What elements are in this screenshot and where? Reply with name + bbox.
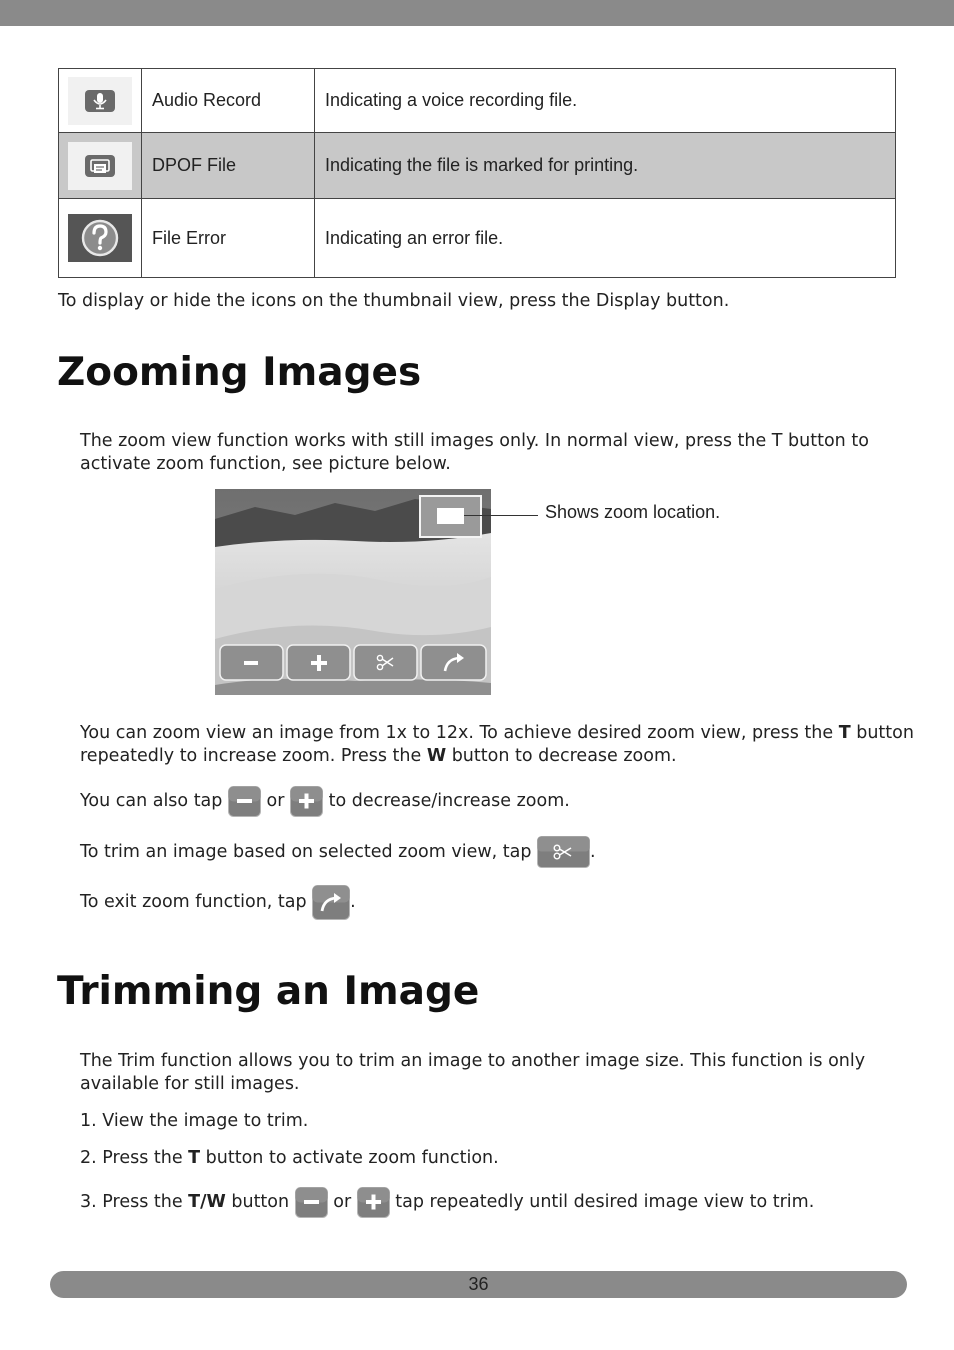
trim-section-title: Trimming an Image bbox=[57, 969, 480, 1014]
exit-tap-text: To exit zoom function, tap . bbox=[80, 884, 356, 920]
zoom-intro: The zoom view function works with still images only. In normal view, press the T button to activate zoom function, see picture below. bbox=[80, 431, 869, 474]
trim-button[interactable] bbox=[354, 645, 417, 680]
display-note: To display or hide the icons on the thumbnail view, press the Display button. bbox=[58, 291, 730, 311]
zoom-screenshot bbox=[215, 489, 491, 695]
icon-table bbox=[58, 68, 896, 278]
exit-zoom-button[interactable] bbox=[421, 645, 486, 680]
trim-step-3: 3. Press the T/W button or tap repeatedly until desired image view to trim. bbox=[80, 1185, 814, 1219]
zoom-out-button[interactable] bbox=[220, 645, 283, 680]
trim-tap-text: To trim an image based on selected zoom view, tap . bbox=[80, 836, 596, 868]
page-footer bbox=[50, 1271, 907, 1298]
table-row bbox=[59, 133, 896, 199]
zoom-section-title: Zooming Images bbox=[57, 350, 422, 395]
table-row bbox=[59, 69, 896, 133]
trim-intro: The Trim function allows you to trim an image to another image size. This function is only available for still images. bbox=[80, 1051, 866, 1094]
page-number: 36 bbox=[468, 1274, 489, 1294]
icon-description: Indicating an error file. bbox=[315, 199, 896, 278]
scissors-button-icon bbox=[537, 836, 590, 868]
minus-button-icon bbox=[295, 1187, 328, 1218]
icon-name: File Error bbox=[142, 199, 315, 278]
microphone-icon bbox=[68, 77, 132, 125]
icon-description: Indicating the file is marked for printing. bbox=[315, 133, 896, 199]
minus-button-icon bbox=[228, 786, 261, 817]
table-row bbox=[59, 199, 896, 278]
trim-step-2: 2. Press the T button to activate zoom function. bbox=[80, 1148, 499, 1168]
zoom-level-label: 2.0x bbox=[459, 546, 481, 557]
plus-button-icon bbox=[290, 786, 323, 817]
dpof-print-icon bbox=[68, 142, 132, 190]
zoom-in-button[interactable] bbox=[287, 645, 350, 680]
icon-name: DPOF File bbox=[142, 133, 315, 199]
zoom-callout: Shows zoom location. bbox=[545, 502, 721, 522]
zoom-range-text: You can zoom view an image from 1x to 12x. To achieve desired zoom view, press the T button repeatedly to increase zoom. Press the W button to decrease zoom. bbox=[80, 723, 914, 766]
icon-description: Indicating a voice recording file. bbox=[315, 69, 896, 133]
header-bar bbox=[0, 0, 954, 26]
callout-line bbox=[464, 515, 538, 516]
plus-button-icon bbox=[357, 1187, 390, 1218]
icon-name: Audio Record bbox=[142, 69, 315, 133]
return-arrow-button-icon bbox=[312, 885, 350, 920]
zoom-tap-text: You can also tap or to decrease/increase zoom. bbox=[80, 784, 570, 818]
trim-step-1: 1. View the image to trim. bbox=[80, 1111, 309, 1131]
question-mark-icon bbox=[68, 214, 132, 262]
